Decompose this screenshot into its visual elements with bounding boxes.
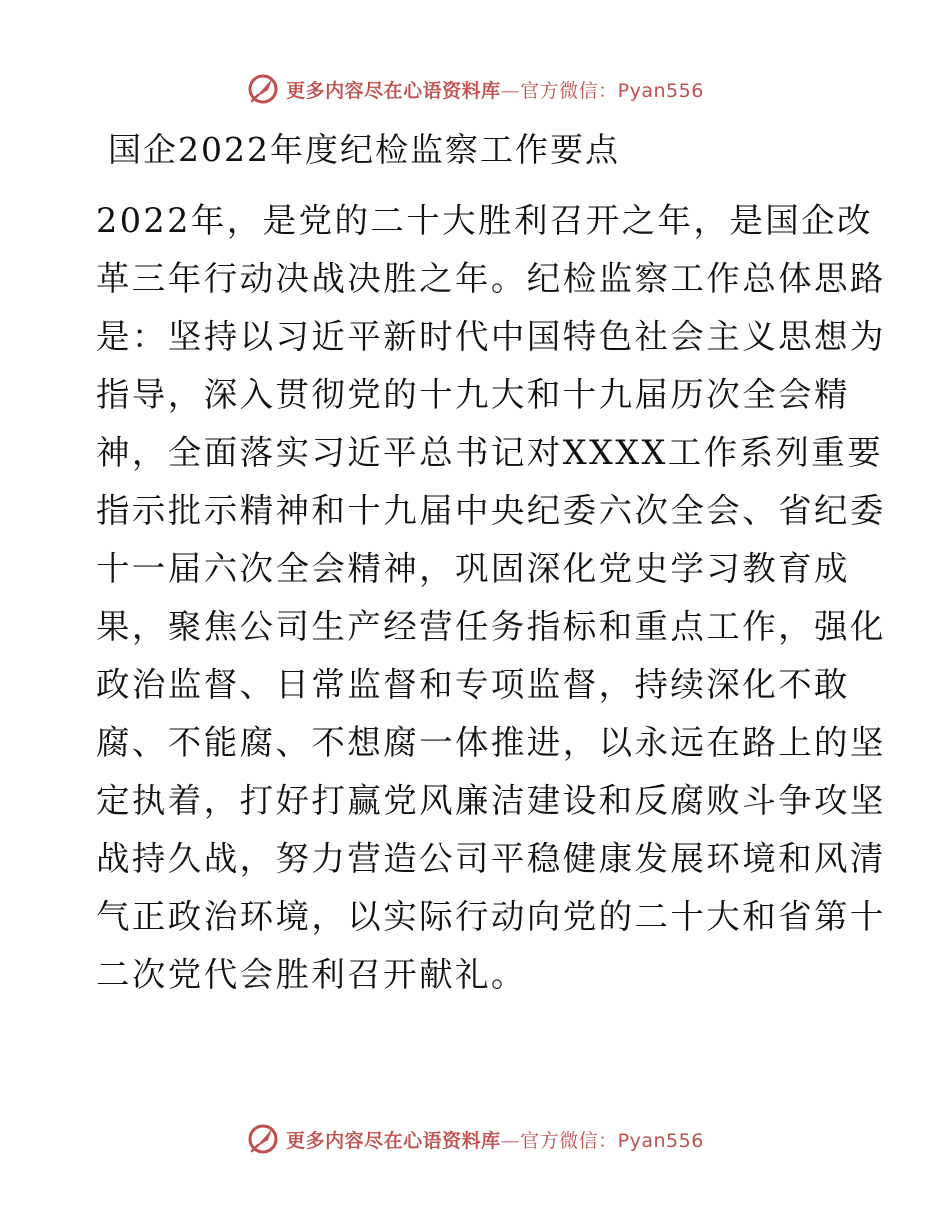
watermark-text: 更多内容尽在心语资料库—官方微信：Pyan556 [286, 79, 704, 102]
body-line: 是：坚持以习近平新时代中国特色社会主义思想为 [96, 317, 886, 356]
quill-logo-icon [246, 72, 280, 106]
body-line: 战持久战，努力营造公司平稳健康发展环境和风清 [96, 839, 886, 878]
document-title: 国企2022年度纪检监察工作要点 [108, 130, 620, 169]
body-line: 2022年，是党的二十大胜利召开之年，是国企改 [96, 201, 873, 240]
body-line: 政治监督、日常监督和专项监督，持续深化不敢 [96, 665, 850, 704]
body-line: 果，聚焦公司生产经营任务指标和重点工作，强化 [96, 607, 886, 646]
body-line: 腐、不能腐、不想腐一体推进，以永远在路上的坚 [96, 723, 886, 762]
header-watermark [0, 72, 950, 106]
footer-watermark [0, 1122, 950, 1156]
body-line: 神，全面落实习近平总书记对XXXX工作系列重要 [96, 433, 884, 472]
body-line: 指示批示精神和十九届中央纪委六次全会、省纪委 [96, 491, 886, 530]
document-body [96, 192, 886, 1004]
body-line: 定执着，打好打赢党风廉洁建设和反腐败斗争攻坚 [96, 781, 886, 820]
quill-logo-icon [246, 1122, 280, 1156]
body-line: 革三年行动决战决胜之年。纪检监察工作总体思路 [96, 259, 886, 298]
body-line: 十一届六次全会精神，巩固深化党史学习教育成 [96, 549, 850, 588]
body-line: 气正政治环境，以实际行动向党的二十大和省第十 [96, 897, 886, 936]
body-line: 指导，深入贯彻党的十九大和十九届历次全会精 [96, 375, 850, 414]
watermark-text: 更多内容尽在心语资料库—官方微信：Pyan556 [286, 1129, 704, 1152]
body-line: 二次党代会胜利召开献礼。 [96, 955, 527, 994]
